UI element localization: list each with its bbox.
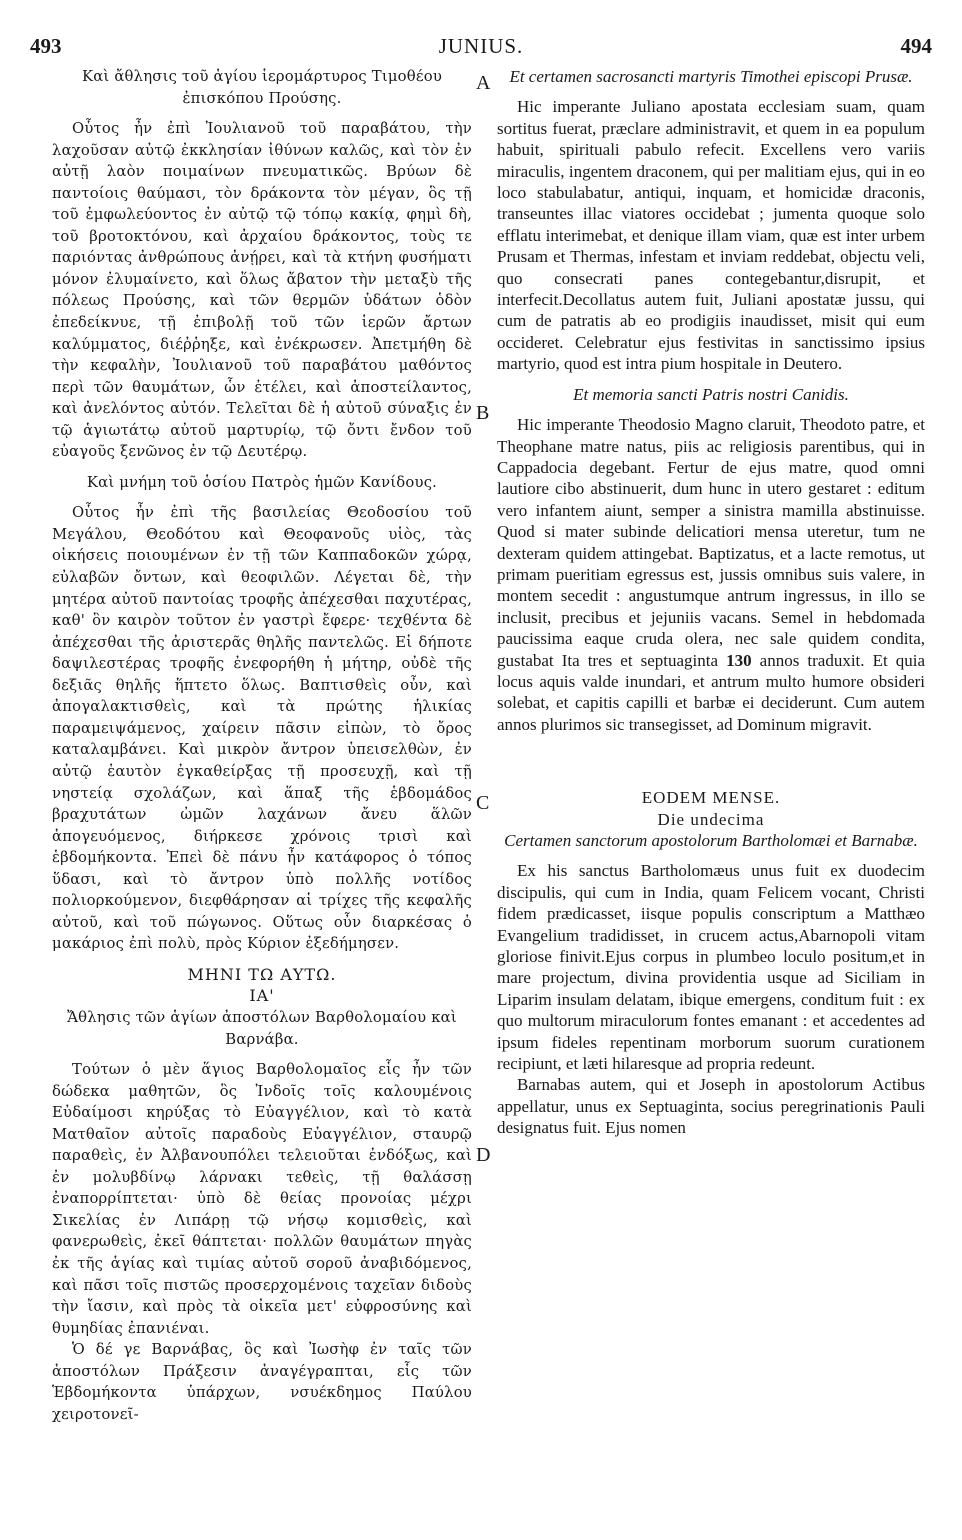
latin-apostles-title: Certamen sanctorum apostolorum Bartholomæi et Barnabæ. (504, 831, 918, 850)
greek-apostles-title: Ἄθλησις τῶν ἁγίων ἀποστόλων Βαρθολομαίου καὶ Βαρνάβα. (67, 1008, 457, 1048)
latin-column (497, 66, 925, 1139)
greek-canidas-text: Οὗτος ἦν ἐπὶ τῆς βασιλείας Θεοδοσίου τοῦ Μεγάλου, Θεοδότου καὶ Θεοφανοῦς υἱὸς, τὰς οἰκήσεις ποιουμένων ἐν τῇ τῶν Καππαδοκῶν χώρᾳ, εὐλαβῶν ὄντων, καὶ θεοφιλῶν. Λέγεται δὲ, τὴν μητέρα αὐτοῦ παντοίας τροφῆς ἀπέχεσθαι παχυτέρας, καθ' ὃν καιρὸν τοῦτον ἐν γαστρὶ ἔφερε· τεχθέντα δὲ ἀπέχεσθαι τῆς ἀριστερᾶς θηλῆς παντελῶς. Εἰ δήποτε δαψιλεστέρας τροφῆς ἐνεφορήθη ἡ μήτηρ, οὐδὲ τῆς δεξιᾶς θηλῆς ἥπτετο ὅλως. Βαπτισθεὶς οὖν, καὶ ἀπογαλακτισθεὶς, καὶ τὰ πρώτης ἡλικίας παραμειψάμενος, χαίρειν πᾶσιν εἰπὼν, τὸ ὄρος καταλαμβάνει. Καὶ μικρὸν ἄντρον ὑπεισελθὼν, ἐν αὐτῷ ἑαυτὸν ἐγκαθείρξας τῇ προσευχῇ, καὶ τῇ νηστείᾳ σχολάζων, καὶ ἅπαξ τῆς ἑβδομάδος βραχυτάτων ὠμῶν λαχάνων ἄνευ ἅλῶν ἀπογευόμενος, διήρκεσε χρόνοις τρισὶ καὶ ἑβδομήκοντα. Ἐπεὶ δὲ πάνυ ἦν κατάφορος ὁ τόπος ὕδασι, καὶ τὸ ἄντρον ὑπὸ πολλῆς νοτίδος πολιορκούμενον, διεφθάρησαν αἱ τρίχες τῆς κεφαλῆς αὐτοῦ, καὶ τοῦ πώγωνος. Οὕτως οὖν διαρκέσας ὁ μακάριος ἐπὶ πολὺ, πρὸς Κύριον ἐξεδήμησεν. (52, 504, 472, 953)
latin-canidas-text-part2: annos traduxit. Et quia locus aquis valde inundari, et antrum multo humore obsideri solebat, et capitis capilli et barbæ ei deciderunt. Cum autem annos plurimos sic transegisset, ad Dominum migravit. (497, 650, 926, 734)
latin-canidas-title: Et memoria sancti Patris nostri Canidis. (573, 384, 849, 404)
greek-timothy-title: Καὶ ἄθλησις τοῦ ἁγίου ἱερομάρτυρος Τιμοθέου ἐπισκόπου Προύσης. (81, 68, 443, 107)
margin-letter-a: A (476, 72, 491, 94)
latin-month-heading: EODEM MENSE. (641, 788, 781, 808)
latin-apostles-text: Ex his sanctus Bartholomæus unus fuit ex duodecim discipulis, qui cum in India, quam Felicem vocant, Christi fidem prædicasset, iisque populis conscriptum a Matthæo Evangelium tradidisset, in crucem actus,Abarnopoli vitam gloriose finivit.Ejus corpus in plumbeo loculo positum,et in mare projectum, divina providentia usque ad Siciliam in Liparim insulam delatam, ibique emergens, conditum fuit : ex quo multorum miraculorum fontes emanant : et accedentes ad ipsum fideles repentinam morborum suorum curationem recipiunt, et læti hilaresque ad propria redeunt. (497, 861, 925, 1074)
margin-letter-d: D (476, 1144, 491, 1166)
latin-day-heading: Die undecima (657, 809, 765, 829)
page-number-left: 493 (30, 34, 62, 58)
latin-timothy-title: Et certamen sacrosancti martyris Timothei episcopi Prusæ. (509, 67, 913, 86)
latin-canidas-text-part1: Hic imperante Theodosio Magno claruit, Theodoto patre, et Theophane matre natus, piis ac religiosis parentibus, qui in Cappadocia degebant. Fertur de ejus matre, quod omni lautiore cibo abstinuerit, dum hunc in utero gestaret : editum vero infantem aiunt, semper a sinistra mamilla abstinuisse. Quod si mater subinde delicatiori mensa uteretur, tum ne dexteram quidem attingebat. Baptizatus, et a lacte remotus, ut primam pueritiam egressus est, jussis omnibus suis valere, in montem secedit : angustumque antrum ingressus, in illo se inclusit, precibus et jejuniis vacans. Semel in hebdomada paucissima eaque cruda olera, nec sale quidem condita, gustabat Ita tres et septuaginta (497, 415, 925, 670)
margin-letter-b: B (476, 402, 490, 424)
greek-month-heading: ΜΗΝΙ ΤΩ ΑΥΤΩ. (187, 964, 337, 984)
page-header (30, 34, 932, 60)
greek-timothy-text: Οὗτος ἦν ἐπὶ Ἰουλιανοῦ τοῦ παραβάτου, τὴν λαχοῦσαν αὐτῷ ἐκκλησίαν ἰθύνων καλῶς, καὶ τὸν ἐν αὐτῇ λαὸν ποιμαίνων πνευματικῶς. Βρύων δὲ παντοίοις θαύμασι, τὸν δράκοντα τὸν μέγαν, ὃς τῇ τοῦ ἐμφωλεύοντος ἐν αὐτῷ τῷ τόπῳ κακίᾳ, φημὶ δὴ, τοῦ βροτοκτόνου, καὶ ἀρχαίου δράκοντος, τοὺς τε παριόντας ἀνθρώπους ἀνῄρει, καὶ τὰ κτήνη φυσήματι μόνον ἐλυμαίνετο, καὶ ὅλως ἄβατον τὴν μεταξὺ τῆς πόλεως Προύσης, καὶ τῶν θερμῶν ὑδάτων ὁδὸν ἐπεδείκνυε, τῇ ἐπιβολῇ τοῦ τῶν ἱερῶν ἄρτων καλύμματος, διέῤῥηξε, καὶ ἐνέκρωσεν. Ἀπετμήθη δὲ τὴν κεφαλὴν, Ἰουλιανοῦ τοῦ παραβάτου μαθόντος περὶ τῶν θαυμάτων, ὧν ἐτέλει, καὶ ἀποστείλαντος, καὶ ἀνελόντος αὐτόν. Τελεῖται δὲ ἡ αὐτοῦ σύναξις ἐν τῷ ἁγιωτάτῳ αὐτοῦ μαρτυρίῳ, τῷ ὄντι ἔνδον τοῦ εὐαγοῦς ξενῶνος ἐν τῷ Δευτέρῳ. (52, 120, 472, 461)
running-title: JUNIUS. (438, 34, 524, 58)
page-number-right: 494 (900, 34, 932, 58)
greek-barnabas-text: Ὁ δέ γε Βαρνάβας, ὃς καὶ Ἰωσὴφ ἐν ταῖς τῶν ἀποστόλων Πράξεσιν ἀναγέγραπται, εἷς τῶν Ἑβδομήκοντα ὑπάρχων, νσυέκδημος Παύλου χειροτονεῖ- (52, 1341, 472, 1423)
latin-canidas-number: 130 (726, 650, 752, 670)
greek-day-heading: ΙΑ' (249, 986, 275, 1006)
greek-column (52, 66, 472, 1425)
margin-letter-c: C (476, 792, 490, 814)
latin-timothy-text: Hic imperante Juliano apostata ecclesiam suam, quam sortitus fuerat, præclare administravit, et quem in ea populum habuit, spirituali pabulo refecit. Excellens vero variis miraculis, ingentem draconem, qui per malitiam ejus, qui in eo loco stabulabatur, antiqui, inquam, et homicidæ draconis, transeuntes illac viatores occidebat ; jumenta quoque solo efflatu interimebat, et denique illam viam, quæ est inter urbem Prusam et Thermas, infestam et inviam reddebat, objectu veli, quo consecrati panes contegebantur,disrupit, et interfecit.Decollatus autem fuit, Juliani apostatæ jussu, qui cum de patratis ab eo prodigiis inaudisset, misit qui eum occideret. Celebratur ejus festivitas in sanctissimo ipsius martyrio, quod est intra pium hospitale in Deutero. (497, 97, 925, 374)
greek-canidas-title: Καὶ μνήμη τοῦ ὁσίου Πατρὸς ἡμῶν Κανίδους. (86, 473, 438, 491)
latin-canidas-text (497, 414, 925, 735)
latin-barnabas-text: Barnabas autem, qui et Joseph in apostolorum Actibus appellatur, unus ex Septuaginta, socius peregrinationis Pauli designatus fuit. Ejus nomen (497, 1075, 925, 1138)
greek-apostles-text: Τούτων ὁ μὲν ἅγιος Βαρθολομαῖος εἷς ἦν τῶν δώδεκα μαθητῶν, ὃς Ἰνδοῖς τοῖς καλουμένοις Εὐδαίμοσι κηρύξας τὸ Εὐαγγέλιον, καὶ τὸ κατὰ Ματθαῖον αὐτοῖς παραδοὺς Εὐαγγέλιον, σταυρῷ παραθεὶς, ἐν Ἀλβανουπόλει τελειοῦται ἐνδόξως, καὶ ἐν μολυβδίνῳ λάρνακι τεθεὶς, τῇ θαλάσσῃ ἐναπορρίπτεται· ὑπὸ δὲ θείας προνοίας μέχρι Σικελίας ἐν Λιπάρῃ τῷ νήσῳ κομισθεὶς, καὶ φανερωθεὶς, ἐκεῖ θάπτεται· πολλῶν θαυμάτων πηγὰς ἐκ τῆς ἁγίας καὶ τιμίας αὐτοῦ σοροῦ ἀναβιδόμενος, καὶ πᾶσι τοῖς πιστῶς προσερχομένοις ταχεῖαν διδοὺς τὴν ἴασιν, καὶ πρὸς τὰ οἰκεῖα μετ' εὐφροσύνης καὶ θυμηδίας ἐπανιέναι. (52, 1061, 472, 1337)
